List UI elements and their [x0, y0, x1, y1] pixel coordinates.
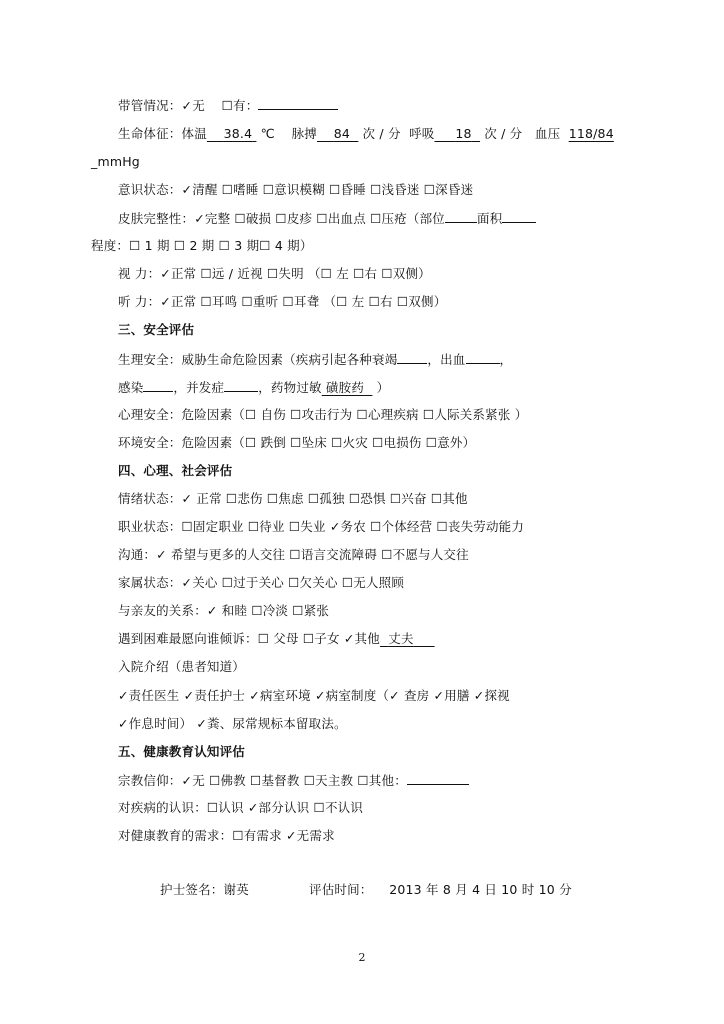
skin-area-blank [502, 210, 536, 223]
failure-blank [397, 351, 427, 364]
assessment-time-label: 评估时间： [309, 882, 373, 897]
relatives-options: ✓ 和睦 ☐冷淡 ☐紧张 [206, 603, 330, 618]
emotion-line [118, 491, 468, 507]
tube-blank [258, 97, 338, 110]
education-need-label: 对健康教育的需求： [118, 828, 233, 843]
consciousness-label: 意识状态： [118, 182, 182, 197]
confide-line [118, 631, 435, 647]
religion-other-blank [407, 772, 469, 785]
communication-line [118, 547, 469, 563]
education-need-options: ☐有需求 ✓无需求 [232, 828, 335, 843]
infection-blank [143, 379, 173, 392]
tube-option-yes: ☐有： [221, 98, 259, 113]
skin-label: 皮肤完整性： [118, 211, 195, 226]
vision-label: 视 力： [118, 266, 161, 281]
admission-items-1: ✓责任医生 ✓责任护士 ✓病室环境 ✓病室制度（✓ 查房 ✓用膳 ✓探视 [118, 688, 510, 703]
occupation-label: 职业状态： [118, 519, 182, 534]
respiration-value: 18 [455, 126, 472, 141]
consciousness-line [118, 182, 473, 198]
complication-label: ，并发症 [173, 380, 225, 395]
hearing-label: 听 力： [118, 294, 161, 309]
infection-label: 感染 [118, 380, 144, 395]
admission-label: 入院介绍（患者知道） [118, 659, 246, 674]
physio-safety-line-2 [118, 379, 389, 396]
skin-options: ✓完整 ☐破损 ☐皮疹 ☐出血点 ☐压疮（部位 [194, 211, 445, 226]
respiration-unit: 次 / 分 [484, 126, 523, 141]
temperature-value: 38.4 [223, 126, 253, 141]
education-need-line [118, 828, 335, 844]
psych-safety-label: 心理安全：危险因素（ [118, 407, 246, 422]
bp-unit: _mmHg [91, 154, 140, 169]
admission-items-2: ✓作息时间） ✓粪、尿常规标本留取法。 [118, 716, 347, 731]
vision-line [118, 266, 431, 282]
vitals-label: 生命体征：体温 [118, 126, 207, 141]
section-psychosocial-title: 四、心理、社会评估 [118, 463, 233, 478]
skin-area-label: 面积 [477, 211, 503, 226]
pulse-value: 84 [333, 126, 350, 141]
physio-safety-label: 生理安全：威胁生命危险因素（疾病引起各种衰竭 [118, 352, 398, 367]
bp-label: 血压 [534, 126, 561, 141]
env-safety-options: ☐ 跌倒 ☐坠床 ☐火灾 ☐电损伤 ☐意外） [245, 435, 476, 450]
tube-label: 带管情况： [118, 98, 182, 113]
nurse-name: 谢英 [223, 882, 249, 897]
section-safety-title: 三、安全评估 [118, 322, 195, 337]
assessment-time-value: 2013 年 8 月 4 日 10 时 10 分 [389, 882, 572, 897]
emotion-options: ✓ 正常 ☐悲伤 ☐焦虑 ☐孤独 ☐恐惧 ☐兴奋 ☐其他 [181, 491, 468, 506]
religion-label: 宗教信仰： [118, 773, 182, 788]
complication-blank [224, 379, 258, 392]
env-safety-line [118, 435, 475, 451]
psych-safety-options: ☐ 自伤 ☐攻击行为 ☐心理疾病 ☐人际关系紧张 ） [245, 407, 528, 422]
emotion-label: 情绪状态： [118, 491, 182, 506]
relatives-line [118, 603, 329, 619]
allergy-label: ，药物过敏 [258, 380, 322, 395]
pulse-unit: 次 / 分 [362, 126, 401, 141]
skin-line [118, 210, 536, 227]
religion-options: ✓无 ☐佛教 ☐基督教 ☐天主教 ☐其他： [181, 773, 407, 788]
disease-knowledge-line [118, 800, 363, 816]
disease-knowledge-options: ☐认识 ✓部分认识 ☐不认识 [206, 800, 364, 815]
psych-safety-line [118, 407, 527, 423]
family-options: ✓关心 ☐过于关心 ☐欠关心 ☐无人照顾 [181, 575, 405, 590]
page-number: 2 [358, 951, 366, 964]
relatives-label: 与亲友的关系： [118, 603, 207, 618]
skin-site-blank [445, 210, 477, 223]
family-label: 家属状态： [118, 575, 182, 590]
occupation-line [118, 519, 524, 535]
consciousness-options: ✓清醒 ☐嗜睡 ☐意识模糊 ☐昏睡 ☐浅昏迷 ☐深昏迷 [181, 182, 474, 197]
physio-safety-line [118, 351, 512, 368]
env-safety-label: 环境安全：危险因素（ [118, 435, 246, 450]
communication-options: ✓ 希望与更多的人交往 ☐语言交流障碍 ☐不愿与人交往 [156, 547, 469, 562]
disease-knowledge-label: 对疾病的认识： [118, 800, 207, 815]
confide-other-value: 丈夫 [388, 631, 414, 646]
nurse-signature-label: 护士签名： [160, 882, 224, 897]
communication-label: 沟通： [118, 547, 157, 562]
bp-value: 118/84 [568, 126, 614, 141]
hearing-line [118, 294, 446, 310]
skin-degree-line: 程度：☐ 1 期 ☐ 2 期 ☐ 3 期☐ 4 期） [91, 238, 313, 253]
family-line [118, 575, 404, 591]
nurse-signature [160, 882, 249, 898]
allergy-value: 磺胺药 [325, 380, 365, 395]
assessment-time [309, 882, 572, 898]
bleeding-blank [466, 351, 500, 364]
tube-option-none: ✓无 [181, 98, 205, 113]
tube-status-line [118, 97, 338, 114]
occupation-options: ☐固定职业 ☐待业 ☐失业 ✓务农 ☐个体经营 ☐丧失劳动能力 [181, 519, 525, 534]
religion-line [118, 772, 469, 789]
comma: ， [499, 352, 513, 367]
vision-options: ✓正常 ☐远 / 近视 ☐失明 （☐ 左 ☐右 ☐双侧） [160, 266, 431, 281]
hearing-options: ✓正常 ☐耳鸣 ☐重听 ☐耳聋 （☐ 左 ☐右 ☐双侧） [160, 294, 447, 309]
vitals-line [118, 126, 614, 142]
close-paren: ） [376, 380, 390, 395]
temperature-unit: ℃ [260, 126, 275, 141]
respiration-label: 呼吸 [409, 126, 435, 141]
confide-options: ☐ 父母 ☐子女 ✓其他 [257, 631, 380, 646]
bleeding-label: ，出血 [427, 352, 466, 367]
section-education-title: 五、健康教育认知评估 [118, 744, 246, 759]
pulse-label: 脉搏 [291, 126, 317, 141]
confide-label: 遇到困难最愿向谁倾诉： [118, 631, 258, 646]
